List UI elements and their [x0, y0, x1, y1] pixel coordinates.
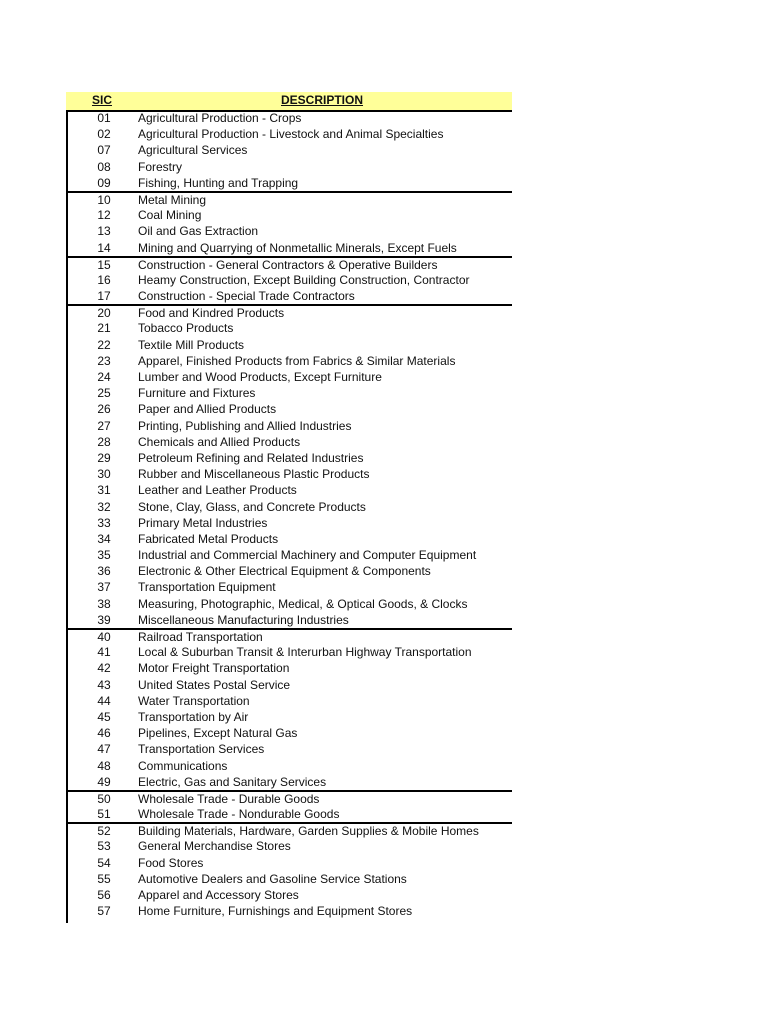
- sic-code-cell: 41: [97, 645, 111, 660]
- table-row: [68, 790, 512, 806]
- description-cell: Leather and Leather Products: [138, 483, 297, 498]
- table-row: [68, 709, 512, 725]
- table-row: [68, 887, 512, 903]
- table-row: [68, 272, 512, 288]
- description-column-header: DESCRIPTION: [281, 93, 364, 107]
- description-cell: Local & Suburban Transit & Interurban Highway Transportation: [138, 645, 472, 660]
- sic-code-cell: 10: [97, 192, 111, 207]
- description-cell: Oil and Gas Extraction: [138, 224, 259, 239]
- table-row: [68, 207, 512, 223]
- sic-code-cell: 54: [97, 855, 111, 870]
- sic-code-cell: 43: [97, 677, 111, 692]
- description-cell: Pipelines, Except Natural Gas: [138, 726, 298, 741]
- table-row: [68, 693, 512, 709]
- description-cell: Food and Kindred Products: [138, 306, 285, 321]
- description-cell: Apparel, Finished Products from Fabrics & Similar Materials: [138, 353, 456, 368]
- table-row: [68, 353, 512, 369]
- description-cell: Motor Freight Transportation: [138, 661, 290, 676]
- description-cell: Building Materials, Hardware, Garden Supplies & Mobile Homes: [138, 824, 479, 839]
- description-cell: Petroleum Refining and Related Industries: [138, 450, 364, 465]
- sic-code-cell: 40: [97, 630, 111, 644]
- description-cell: Automotive Dealers and Gasoline Service Stations: [138, 871, 407, 886]
- table-row: [68, 806, 512, 822]
- sic-code-cell: 35: [97, 548, 111, 563]
- sic-code-cell: 53: [97, 839, 111, 854]
- table-row: [68, 288, 512, 304]
- description-cell: Lumber and Wood Products, Except Furniture: [138, 370, 382, 384]
- sic-code-cell: 29: [97, 450, 111, 465]
- description-cell: Agricultural Production - Crops: [138, 111, 302, 125]
- sic-code-cell: 26: [97, 402, 111, 417]
- table-row: [68, 596, 512, 612]
- table-row: [68, 223, 512, 239]
- description-cell: Chemicals and Allied Products: [138, 434, 301, 449]
- sic-code-cell: 25: [97, 386, 111, 401]
- description-cell: Communications: [138, 758, 228, 773]
- sic-code-cell: 20: [97, 306, 111, 321]
- sic-code-cell: 32: [97, 499, 111, 514]
- sic-code-cell: 28: [97, 434, 111, 449]
- description-cell: Water Transportation: [138, 693, 250, 708]
- sic-code-cell: 48: [97, 758, 111, 773]
- sic-code-cell: 55: [97, 871, 111, 886]
- description-cell: Printing, Publishing and Allied Industries: [138, 418, 352, 433]
- description-cell: United States Postal Service: [138, 677, 291, 692]
- sic-code-cell: 46: [97, 726, 111, 741]
- table-row: [68, 903, 512, 919]
- sic-code-cell: 23: [97, 353, 111, 368]
- table-row: [68, 660, 512, 676]
- sic-code-cell: 22: [97, 337, 111, 352]
- description-cell: Wholesale Trade - Durable Goods: [138, 791, 320, 806]
- description-cell: Railroad Transportation: [138, 630, 263, 644]
- table-row: [68, 434, 512, 450]
- table-row: [68, 822, 512, 838]
- sic-code-cell: 16: [97, 272, 111, 287]
- description-cell: Heamy Construction, Except Building Construction, Contractor: [138, 272, 470, 287]
- sic-code-cell: 31: [97, 483, 111, 498]
- sic-code-cell: 12: [97, 208, 111, 223]
- description-cell: Fabricated Metal Products: [138, 531, 279, 546]
- table-row: [68, 871, 512, 887]
- description-cell: Mining and Quarrying of Nonmetallic Minerals, Except Fuels: [138, 240, 457, 255]
- description-cell: Textile Mill Products: [138, 337, 245, 352]
- sic-code-cell: 47: [97, 742, 111, 757]
- description-cell: Furniture and Fixtures: [138, 386, 256, 401]
- sic-code-cell: 02: [97, 127, 111, 142]
- sic-code-cell: 34: [97, 531, 111, 546]
- sic-code-cell: 52: [97, 824, 111, 839]
- table-row: [68, 741, 512, 757]
- sic-code-cell: 33: [97, 515, 111, 530]
- sic-code-cell: 21: [97, 321, 111, 336]
- table-row: [68, 725, 512, 741]
- description-cell: Coal Mining: [138, 208, 202, 223]
- table-row: [68, 547, 512, 563]
- table-row: [68, 774, 512, 790]
- sic-code-cell: 08: [97, 159, 111, 174]
- description-cell: Agricultural Services: [138, 143, 248, 158]
- sic-code-cell: 14: [97, 240, 111, 255]
- description-cell: Home Furniture, Furnishings and Equipment Stores: [138, 904, 413, 919]
- sic-code-cell: 38: [97, 596, 111, 611]
- description-cell: Miscellaneous Manufacturing Industries: [138, 612, 349, 627]
- sic-code-cell: 42: [97, 661, 111, 676]
- table-row: [68, 418, 512, 434]
- table-row: [68, 579, 512, 595]
- table-row: [68, 337, 512, 353]
- sic-code-cell: 17: [97, 289, 111, 304]
- sic-code-cell: 13: [97, 224, 111, 239]
- table-row: [68, 515, 512, 531]
- sic-code-cell: 27: [97, 418, 111, 433]
- sic-code-cell: 49: [97, 774, 111, 789]
- table-row: [68, 175, 512, 191]
- table-row: [68, 531, 512, 547]
- table-row: [68, 482, 512, 498]
- sic-code-cell: 45: [97, 709, 111, 724]
- description-cell: Construction - General Contractors & Operative Builders: [138, 257, 438, 272]
- table-row: [68, 110, 512, 126]
- table-row: [68, 256, 512, 272]
- table-body: [66, 110, 512, 923]
- sic-code-cell: 44: [97, 693, 111, 708]
- description-cell: Industrial and Commercial Machinery and Computer Equipment: [138, 548, 477, 563]
- sic-column-header: SIC: [91, 93, 112, 107]
- table-row: [68, 466, 512, 482]
- table-row: [68, 612, 512, 628]
- table-row: [68, 628, 512, 644]
- table-row: [68, 758, 512, 774]
- table-row: [68, 450, 512, 466]
- description-cell: Paper and Allied Products: [138, 402, 277, 417]
- description-cell: Electronic & Other Electrical Equipment & Components: [138, 564, 431, 579]
- table-row: [68, 401, 512, 417]
- table-row: [68, 499, 512, 515]
- table-row: [68, 838, 512, 854]
- description-cell: Measuring, Photographic, Medical, & Optical Goods, & Clocks: [138, 596, 468, 611]
- description-cell: Metal Mining: [138, 192, 207, 207]
- description-cell: Stone, Clay, Glass, and Concrete Products: [138, 499, 366, 514]
- description-cell: Food Stores: [138, 855, 204, 870]
- description-cell: Primary Metal Industries: [138, 515, 268, 530]
- sic-code-cell: 24: [97, 370, 111, 384]
- table-header: [66, 92, 512, 112]
- sic-code-cell: 01: [97, 111, 111, 125]
- sic-code-cell: 07: [97, 143, 111, 158]
- table-row: [68, 369, 512, 385]
- sic-code-cell: 56: [97, 888, 111, 902]
- description-cell: Apparel and Accessory Stores: [138, 888, 299, 902]
- sic-code-cell: 15: [97, 257, 111, 272]
- table-row: [68, 385, 512, 401]
- sic-code-cell: 09: [97, 175, 111, 190]
- sic-code-cell: 57: [97, 904, 111, 919]
- description-cell: Electric, Gas and Sanitary Services: [138, 774, 327, 789]
- description-cell: Transportation by Air: [138, 709, 249, 724]
- table-row: [68, 191, 512, 207]
- sic-code-cell: 51: [97, 807, 111, 822]
- sic-code-table: [66, 92, 512, 923]
- sic-code-cell: 36: [97, 564, 111, 579]
- description-cell: Fishing, Hunting and Trapping: [138, 175, 299, 190]
- table-row: [68, 159, 512, 175]
- description-cell: Rubber and Miscellaneous Plastic Products: [138, 467, 370, 482]
- table-row: [68, 644, 512, 660]
- sic-code-cell: 30: [97, 467, 111, 482]
- table-row: [68, 142, 512, 158]
- sic-code-cell: 37: [97, 580, 111, 595]
- table-row: [68, 320, 512, 336]
- description-cell: Agricultural Production - Livestock and Animal Specialties: [138, 127, 444, 142]
- sic-code-cell: 50: [97, 791, 111, 806]
- table-row: [68, 240, 512, 256]
- table-row: [68, 126, 512, 142]
- table-row: [68, 677, 512, 693]
- table-row: [68, 304, 512, 320]
- table-row: [68, 855, 512, 871]
- description-cell: Wholesale Trade - Nondurable Goods: [138, 807, 340, 822]
- description-cell: Tobacco Products: [138, 321, 234, 336]
- description-cell: Transportation Equipment: [138, 580, 276, 595]
- sic-code-cell: 39: [97, 612, 111, 627]
- description-cell: Forestry: [138, 159, 183, 174]
- description-cell: General Merchandise Stores: [138, 839, 291, 854]
- description-cell: Transportation Services: [138, 742, 265, 757]
- description-cell: Construction - Special Trade Contractors: [138, 289, 355, 304]
- table-row: [68, 563, 512, 579]
